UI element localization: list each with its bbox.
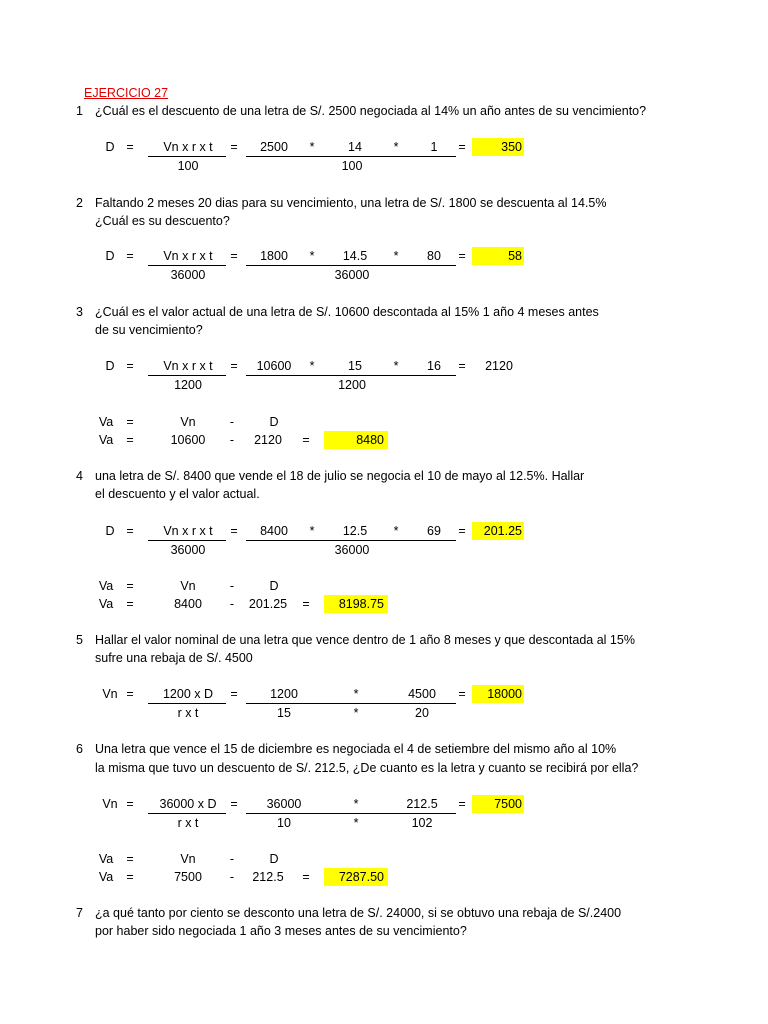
va-term: =	[302, 870, 310, 884]
operator: *	[309, 140, 315, 154]
fraction-bar	[246, 703, 456, 704]
fraction-bar	[246, 156, 456, 157]
va-term: =	[126, 870, 134, 884]
va-label: Va	[98, 597, 114, 611]
va-label: Va	[98, 579, 114, 593]
problem-text: Hallar el valor nominal de una letra que vence dentro de 1 año 8 meses y que descontada al 15%	[95, 633, 635, 647]
problem-number: 6	[76, 742, 83, 756]
equals-sign: =	[126, 140, 134, 154]
formula-numerator: 36000 x D	[159, 797, 217, 811]
equals-sign: =	[458, 140, 466, 154]
formula-value: 2500	[260, 140, 288, 154]
equals-sign: =	[458, 524, 466, 538]
equals-sign: =	[126, 687, 134, 701]
formula-value: 36000	[266, 797, 302, 811]
va-term: =	[126, 579, 134, 593]
formula-value: 212.5	[406, 797, 438, 811]
problem-text: ¿Cuál es el descuento de una letra de S/. 2500 negociada al 14% un año antes de su vencimiento?	[95, 104, 647, 118]
problem-number: 1	[76, 104, 83, 118]
va-term: D	[269, 852, 279, 866]
va-label: Va	[98, 852, 114, 866]
problem-text: Una letra que vence el 15 de diciembre es negociada el 4 de setiembre del mismo año al 10%	[95, 742, 617, 756]
problem-number: 4	[76, 469, 83, 483]
problem-number: 7	[76, 906, 83, 920]
problem-text: Faltando 2 meses 20 dias para su vencimiento, una letra de S/. 1800 se descuenta al 14.5%	[95, 196, 607, 210]
formula-denominator: 20	[415, 706, 429, 720]
fraction-bar	[148, 813, 226, 814]
problem-text: la misma que tuvo un descuento de S/. 212.5, ¿De cuanto es la letra y cuanto se recibirá por ella?	[95, 761, 639, 775]
operator: *	[309, 249, 315, 263]
equals-sign: =	[230, 687, 238, 701]
formula-value: 69	[427, 524, 441, 538]
operator: *	[393, 524, 399, 538]
fraction-bar	[148, 375, 226, 376]
formula-value: 16	[427, 359, 441, 373]
va-term: 8400	[174, 597, 202, 611]
equals-sign: =	[458, 797, 466, 811]
formula-denominator: 36000	[334, 268, 370, 282]
va-result: 8480	[356, 433, 384, 447]
va-label: Va	[98, 433, 114, 447]
va-term: -	[229, 433, 235, 447]
fraction-bar	[148, 540, 226, 541]
formula-denominator: 15	[277, 706, 291, 720]
formula-denominator: 100	[341, 159, 363, 173]
formula-numerator: Vn x r x t	[163, 524, 213, 538]
formula-denominator: 36000	[170, 543, 206, 557]
formula-denominator: 1200	[338, 378, 366, 392]
va-term: 2120	[254, 433, 282, 447]
operator: *	[393, 359, 399, 373]
va-term: Vn	[180, 415, 196, 429]
formula-denominator: 102	[411, 816, 433, 830]
va-term: =	[126, 415, 134, 429]
formula-value: 1200	[270, 687, 298, 701]
formula-lhs: D	[105, 140, 115, 154]
fraction-bar	[148, 703, 226, 704]
formula-lhs: Vn	[102, 797, 118, 811]
va-term: 7500	[174, 870, 202, 884]
va-term: -	[229, 415, 235, 429]
va-term: =	[302, 597, 310, 611]
problem-text: una letra de S/. 8400 que vende el 18 de julio se negocia el 10 de mayo al 12.5%. Hallar	[95, 469, 585, 483]
formula-numerator: Vn x r x t	[163, 359, 213, 373]
formula-denominator: 1200	[174, 378, 202, 392]
va-term: =	[302, 433, 310, 447]
result-value: 18000	[487, 687, 522, 701]
operator: *	[353, 816, 359, 830]
result-value: 2120	[485, 359, 513, 373]
problem-text: ¿a qué tanto por ciento se desconto una letra de S/. 24000, si se obtuvo una rebaja de S/.2400	[95, 906, 622, 920]
exercise-title: EJERCICIO 27	[84, 86, 169, 100]
formula-denominator: r x t	[177, 816, 199, 830]
va-term: -	[229, 597, 235, 611]
va-term: D	[269, 579, 279, 593]
va-term: -	[229, 852, 235, 866]
formula-value: 1	[430, 140, 438, 154]
va-term: -	[229, 579, 235, 593]
result-value: 7500	[494, 797, 522, 811]
formula-value: 14.5	[342, 249, 368, 263]
va-term: Vn	[180, 579, 196, 593]
va-term: D	[269, 415, 279, 429]
equals-sign: =	[126, 359, 134, 373]
formula-lhs: Vn	[102, 687, 118, 701]
formula-numerator: Vn x r x t	[163, 249, 213, 263]
equals-sign: =	[230, 140, 238, 154]
va-term: -	[229, 870, 235, 884]
va-term: Vn	[180, 852, 196, 866]
operator: *	[309, 524, 315, 538]
problem-text: ¿Cuál es el valor actual de una letra de S/. 10600 descontada al 15% 1 año 4 meses antes	[95, 305, 599, 319]
problem-text: el descuento y el valor actual.	[95, 487, 260, 501]
fraction-bar	[246, 813, 456, 814]
problem-number: 2	[76, 196, 83, 210]
result-value: 58	[508, 249, 522, 263]
va-term: =	[126, 433, 134, 447]
formula-value: 10600	[256, 359, 292, 373]
fraction-bar	[148, 156, 226, 157]
equals-sign: =	[230, 359, 238, 373]
formula-value: 4500	[408, 687, 436, 701]
problem-text: sufre una rebaja de S/. 4500	[95, 651, 253, 665]
operator: *	[353, 687, 359, 701]
formula-value: 8400	[260, 524, 288, 538]
formula-denominator: 36000	[334, 543, 370, 557]
va-term: =	[126, 852, 134, 866]
equals-sign: =	[126, 797, 134, 811]
formula-value: 15	[348, 359, 362, 373]
equals-sign: =	[458, 249, 466, 263]
formula-numerator: Vn x r x t	[163, 140, 213, 154]
fraction-bar	[246, 540, 456, 541]
fraction-bar	[246, 375, 456, 376]
formula-denominator: 36000	[170, 268, 206, 282]
operator: *	[309, 359, 315, 373]
operator: *	[393, 249, 399, 263]
equals-sign: =	[230, 249, 238, 263]
operator: *	[353, 797, 359, 811]
equals-sign: =	[230, 797, 238, 811]
formula-denominator: 10	[277, 816, 291, 830]
result-value: 350	[501, 140, 522, 154]
fraction-bar	[246, 265, 456, 266]
problem-text: ¿Cuál es su descuento?	[95, 214, 230, 228]
va-label: Va	[98, 415, 114, 429]
formula-lhs: D	[105, 359, 115, 373]
equals-sign: =	[458, 687, 466, 701]
problem-number: 3	[76, 305, 83, 319]
equals-sign: =	[126, 249, 134, 263]
va-term: =	[126, 597, 134, 611]
fraction-bar	[148, 265, 226, 266]
formula-numerator: 1200 x D	[162, 687, 214, 701]
equals-sign: =	[458, 359, 466, 373]
va-label: Va	[98, 870, 114, 884]
va-result: 8198.75	[338, 597, 384, 611]
formula-value: 80	[427, 249, 441, 263]
va-term: 10600	[170, 433, 206, 447]
va-term: 201.25	[248, 597, 288, 611]
equals-sign: =	[126, 524, 134, 538]
operator: *	[353, 706, 359, 720]
formula-value: 12.5	[342, 524, 368, 538]
equals-sign: =	[230, 524, 238, 538]
formula-denominator: r x t	[177, 706, 199, 720]
operator: *	[393, 140, 399, 154]
formula-lhs: D	[105, 249, 115, 263]
formula-value: 14	[348, 140, 362, 154]
problem-text: de su vencimiento?	[95, 323, 203, 337]
formula-denominator: 100	[177, 159, 199, 173]
formula-value: 1800	[260, 249, 288, 263]
result-value: 201.25	[483, 524, 522, 538]
problem-text: por haber sido negociada 1 año 3 meses antes de su vencimiento?	[95, 924, 467, 938]
va-result: 7287.50	[338, 870, 384, 884]
problem-number: 5	[76, 633, 83, 647]
formula-lhs: D	[105, 524, 115, 538]
va-term: 212.5	[252, 870, 284, 884]
